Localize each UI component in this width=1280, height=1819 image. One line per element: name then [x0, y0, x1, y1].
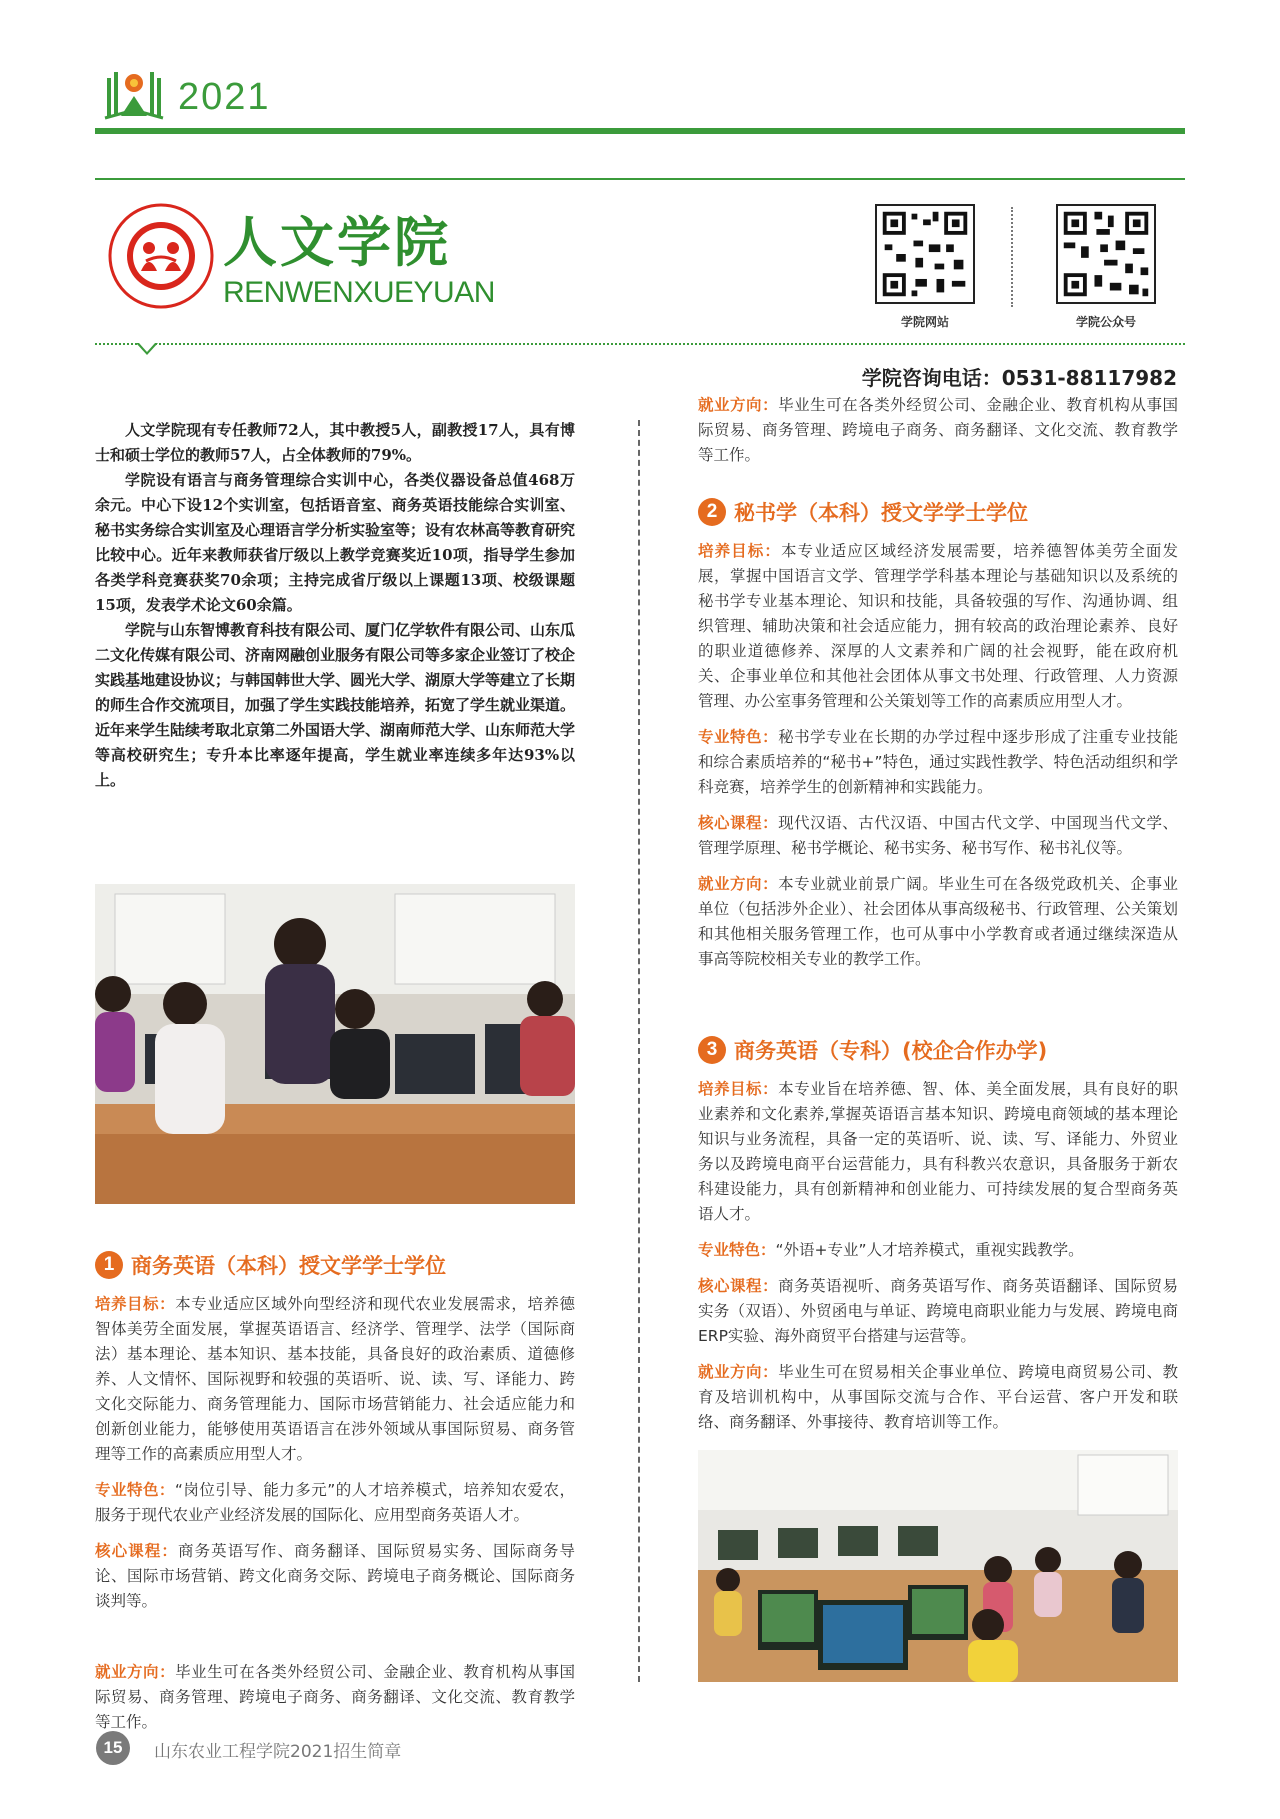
major-title	[95, 1250, 575, 1280]
major-item	[698, 811, 1178, 861]
item-text: 秘书学专业在长期的办学过程中逐步形成了注重专业技能和综合素质培养的“秘书+”特色，通过实践性教学、特色活动组织和学科竞赛，培养学生的创新精神和实践能力。	[698, 728, 1178, 796]
item-label: 专业特色：	[698, 728, 779, 746]
item-label: 培养目标：	[698, 1080, 779, 1098]
item-text: 本专业就业前景广阔。毕业生可在各级党政机关、企事业单位（包括涉外企业）、社会团体从事高级秘书、行政管理、公关策划和其他相关服务管理工作，也可从事中小学教育或者通过继续深造从事高等院校相关专业的教学工作。	[698, 875, 1178, 968]
qr-separator	[1011, 207, 1013, 307]
major-title-text: 秘书学（本科）授文学学士学位	[734, 501, 1028, 525]
brand-logo-icon	[103, 66, 165, 122]
major-item	[698, 1274, 1178, 1349]
major-item	[95, 1292, 575, 1467]
major-item	[95, 1660, 575, 1735]
college-name-en: RENWENXUEYUAN	[223, 276, 495, 309]
college-name-cn: 人文学院	[223, 211, 451, 274]
major-title	[698, 1035, 1178, 1065]
major-item	[95, 1478, 575, 1528]
item-label: 培养目标：	[95, 1295, 176, 1313]
intro-paragraph: 学院设有语言与商务管理综合实训中心，各类仪器设备总值468万余元。中心下设12个实训室，包括语音室、商务英语技能综合实训室、秘书实务综合实训室及心理语言学分析实验室等；设有农林高等教育研究比较中心。近年来教师获省厅级以上教学竞赛奖近10项，指导学生参加各类学科竞赛获奖70余项；主持完成省厅级以上课题13项、校级课题15项，发表学术论文60余篇。	[95, 471, 576, 614]
qr-website-label: 学院网站	[900, 315, 949, 329]
contact-phone: 学院咨询电话：0531-88117982	[861, 366, 1177, 390]
item-text: 本专业旨在培养德、智、体、美全面发展，具有良好的职业素养和文化素养,掌握英语语言基本知识、跨境电商领域的基本理论知识与业务流程，具备一定的英语听、说、读、写、译能力、外贸业务以及跨境电商平台运营能力，具有科教兴农意识，具备服务于新农科建设能力，具有创新精神和创业能力、可持续发展的复合型商务英语人才。	[698, 1080, 1178, 1223]
major-item	[698, 539, 1178, 714]
major-section-3	[698, 1035, 1178, 1435]
computer-lab-photo	[698, 1450, 1178, 1682]
major-title-text: 商务英语（本科）授文学学士学位	[131, 1254, 446, 1278]
major-item	[698, 1360, 1178, 1435]
item-text: 商务英语写作、商务翻译、国际贸易实务、国际商务导论、国际市场营销、跨文化商务交际、跨境电子商务概论、国际商务谈判等。	[95, 1542, 575, 1610]
header-divider	[95, 128, 1185, 134]
item-label: 核心课程：	[95, 1542, 178, 1560]
major-title	[698, 497, 1178, 527]
item-text: 毕业生可在各类外经贸公司、金融企业、教育机构从事国际贸易、商务管理、跨境电子商务、商务翻译、文化交流、教育教学等工作。	[698, 396, 1178, 464]
major-item	[95, 1539, 575, 1614]
major-item	[698, 393, 1178, 468]
divider-notch-inner	[139, 343, 155, 352]
major-section-2	[698, 497, 1178, 972]
item-label: 核心课程：	[698, 1277, 779, 1295]
major-section-1	[95, 1250, 575, 1614]
column-separator	[638, 420, 640, 1682]
item-text: 本专业适应区域经济发展需要，培养德智体美劳全面发展，掌握中国语言文学、管理学学科基本理论与基础知识以及系统的秘书学专业基本理论、知识和技能，具备较强的写作、沟通协调、组织管理、辅助决策和社会适应能力，拥有较高的政治理论素养、良好的职业道德修养、深厚的人文素养和广阔的社会视野，能在政府机关、企事业单位和其他社会团体从事文书处理、行政管理、人力资源管理、办公室事务管理和公关策划等工作的高素质应用型人才。	[698, 542, 1178, 710]
item-text: “岗位引导、能力多元”的人才培养模式，培养知农爱农，服务于现代农业产业经济发展的国际化、应用型商务英语人才。	[95, 1481, 575, 1524]
college-intro	[95, 418, 575, 793]
major-item	[698, 872, 1178, 972]
major-number-badge: 1	[95, 1251, 123, 1279]
header-year: 2021	[178, 76, 271, 118]
item-label: 就业方向：	[698, 1363, 779, 1381]
item-label: 就业方向：	[95, 1663, 176, 1681]
page-number-badge: 15	[96, 1731, 130, 1765]
intro-paragraph: 学院与山东智博教育科技有限公司、厦门亿学软件有限公司、山东瓜二文化传媒有限公司、济南网融创业服务有限公司等多家企业签订了校企实践基地建设协议；与韩国韩世大学、圆光大学、湖原大学等建立了长期的师生合作交流项目，加强了学生实践技能培养，拓宽了学生就业渠道。近年来学生陆续考取北京第二外国语大学、湖南师范大学、山东师范大学等高校研究生；专升本比率逐年提高，学生就业率连续多年达93%以上。	[95, 621, 576, 789]
qr-code-wechat-icon[interactable]	[1056, 204, 1156, 304]
item-text: 现代汉语、古代汉语、中国古代文学、中国现当代文学、管理学原理、秘书学概论、秘书实务、秘书写作、秘书礼仪等。	[698, 814, 1178, 857]
intro-paragraph: 人文学院现有专任教师72人，其中教授5人，副教授17人，具有博士和硕士学位的教师57人，占全体教师的79%。	[95, 421, 575, 464]
qr-code-website-icon[interactable]	[875, 204, 975, 304]
footer-text: 山东农业工程学院2021招生简章	[154, 1742, 402, 1762]
major-1-employment-part-b	[698, 396, 1178, 468]
major-number-badge: 2	[698, 498, 726, 526]
title-dotted-divider	[95, 343, 1185, 345]
college-seal-icon	[108, 203, 214, 309]
item-label: 就业方向：	[698, 396, 779, 414]
major-1-employment-part-a	[95, 1660, 575, 1731]
classroom-teacher-photo	[95, 884, 575, 1204]
item-text: 本专业适应区域外向型经济和现代农业发展需求，培养德智体美劳全面发展，掌握英语语言、经济学、管理学、法学（国际商法）基本理论、基本知识、基本技能，具备良好的政治素质、道德修养、人文情怀、国际视野和较强的英语听、说、读、写、译能力、跨文化交际能力、商务管理能力、国际市场营销能力、社会适应能力和创新创业能力，能够使用英语语言在涉外领域从事国际贸易、商务管理等工作的高素质应用型人才。	[95, 1295, 575, 1463]
major-number-badge: 3	[698, 1036, 726, 1064]
major-title-text: 商务英语（专科）(校企合作办学)	[734, 1039, 1048, 1063]
item-text: 商务英语视听、商务英语写作、商务英语翻译、国际贸易实务（双语）、外贸函电与单证、跨境电商职业能力与发展、跨境电商ERP实验、海外商贸平台搭建与运营等。	[698, 1277, 1178, 1345]
qr-wechat-label: 学院公众号	[1075, 315, 1136, 329]
item-text: 毕业生可在各类外经贸公司、金融企业、教育机构从事国际贸易、商务管理、跨境电子商务、商务翻译、文化交流、教育教学等工作。	[95, 1663, 575, 1731]
item-text: 毕业生可在贸易相关企事业单位、跨境电商贸易公司、教育及培训机构中，从事国际交流与合作、平台运营、客户开发和联络、商务翻译、外事接待、教育培训等工作。	[698, 1363, 1178, 1431]
item-label: 培养目标：	[698, 542, 781, 560]
major-item	[698, 725, 1178, 800]
major-item	[698, 1077, 1178, 1227]
item-label: 核心课程：	[698, 814, 779, 832]
item-label: 专业特色：	[698, 1241, 776, 1259]
title-divider	[95, 178, 1185, 180]
major-item	[698, 1238, 1178, 1263]
item-text: “外语+专业”人才培养模式，重视实践教学。	[775, 1241, 1084, 1259]
item-label: 就业方向：	[698, 875, 779, 893]
item-label: 专业特色：	[95, 1481, 175, 1499]
